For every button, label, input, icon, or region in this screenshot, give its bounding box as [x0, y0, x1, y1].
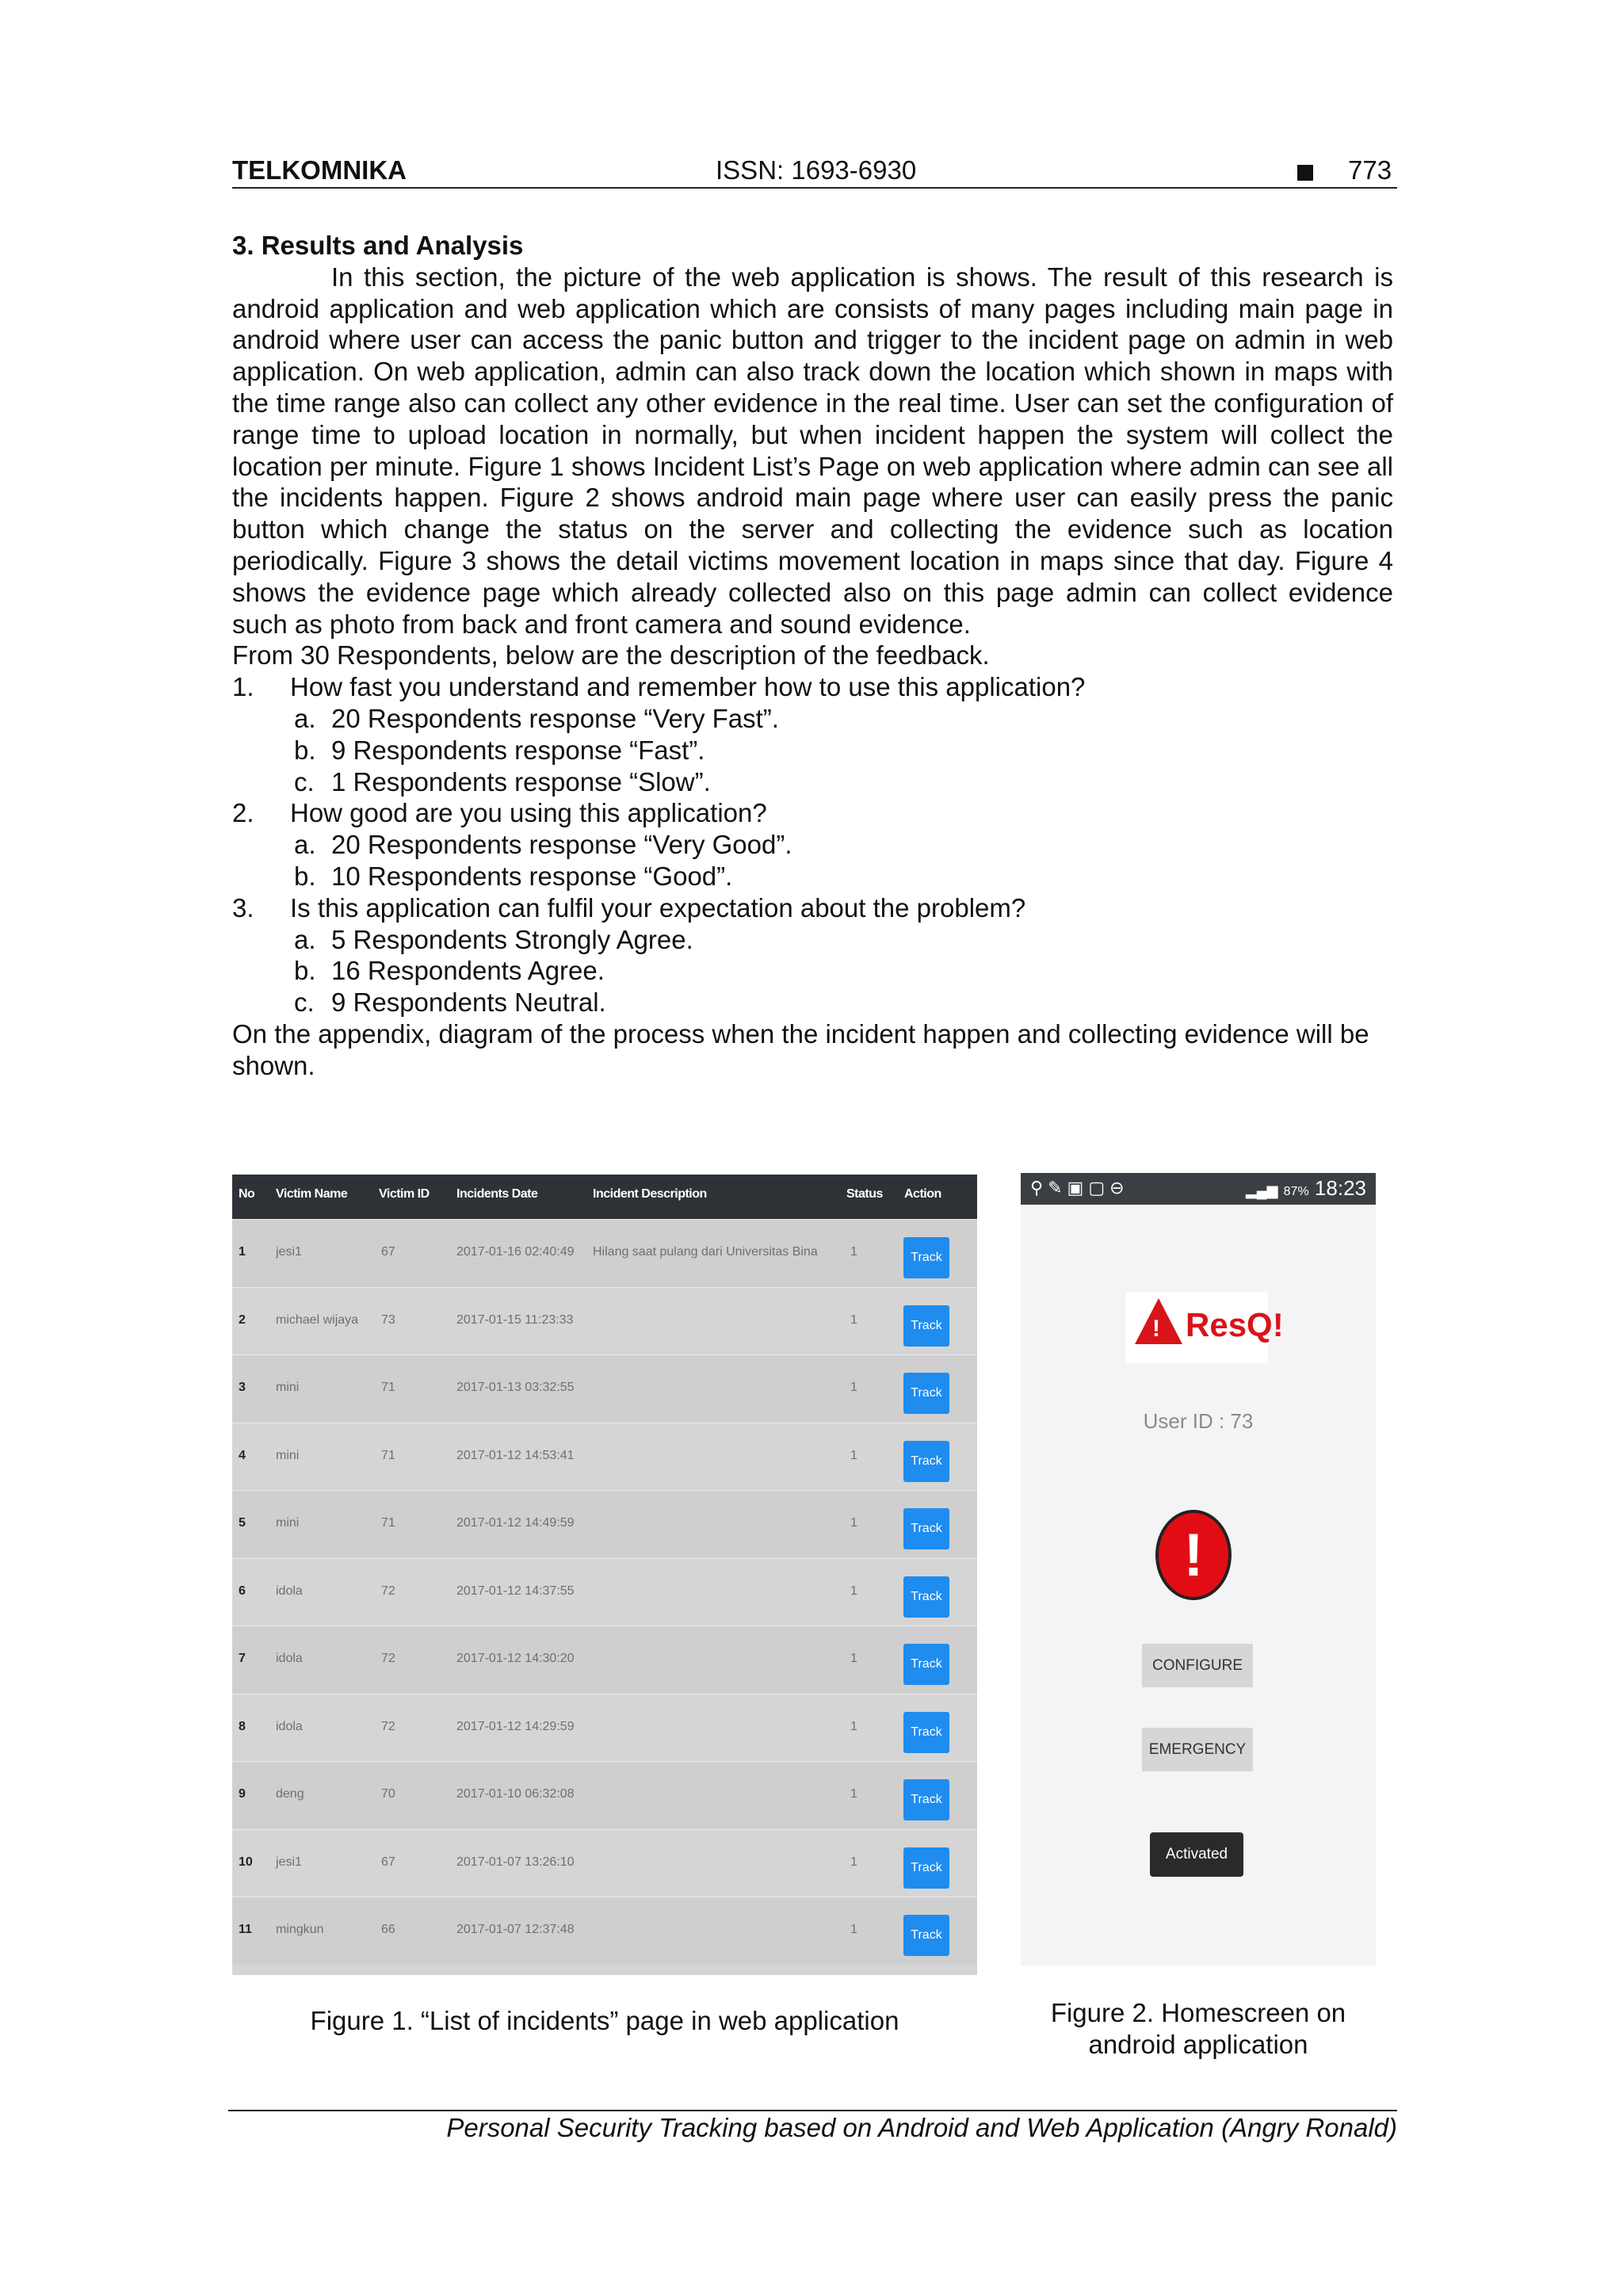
journal-name: TELKOMNIKA	[232, 155, 407, 185]
status-time: 18:23	[1314, 1176, 1366, 1200]
cell-id: 72	[381, 1652, 395, 1665]
track-button[interactable]: Track	[903, 1441, 949, 1482]
cell-no: 10	[239, 1855, 253, 1869]
answer-letter: b.	[294, 956, 316, 986]
closing-paragraph: On the appendix, diagram of the process when the incident happen and collecting evidence will be shown.	[232, 1018, 1369, 1080]
table-row	[232, 1897, 977, 1965]
cell-date: 2017-01-15 11:23:33	[456, 1312, 574, 1327]
cell-date: 2017-01-12 14:37:55	[456, 1584, 575, 1598]
figure1-caption: Figure 1. “List of incidents” page in web application	[310, 2006, 899, 2035]
cell-no: 2	[239, 1312, 246, 1327]
track-button[interactable]: Track	[903, 1508, 949, 1549]
table-row	[232, 1626, 977, 1694]
track-button[interactable]: Track	[903, 1237, 949, 1278]
cell-name: jesi1	[276, 1855, 302, 1869]
cell-status: 1	[850, 1652, 857, 1665]
running-footer	[228, 2110, 1397, 2143]
cell-id: 66	[381, 1923, 395, 1936]
answer-item	[232, 766, 1393, 798]
answer-text: 1 Respondents response “Slow”.	[331, 766, 711, 797]
cell-name: mini	[276, 1516, 300, 1530]
track-button[interactable]: Track	[903, 1915, 949, 1956]
answer-item	[232, 987, 1393, 1018]
footer-text: Personal Security Tracking based on Android and Web Application (Angry Ronald)	[446, 2113, 1397, 2142]
question-number: 3.	[232, 892, 254, 923]
answer-item	[232, 703, 1393, 735]
cell-date: 2017-01-12 14:30:20	[456, 1652, 575, 1665]
column-header: Action	[904, 1187, 941, 1201]
answer-item	[232, 735, 1393, 766]
track-button[interactable]: Track	[903, 1373, 949, 1414]
activated-button[interactable]: Activated	[1150, 1832, 1243, 1877]
cell-status: 1	[850, 1381, 857, 1394]
cell-desc: Hilang saat pulang dari Universitas Bina	[593, 1245, 818, 1259]
cell-id: 71	[381, 1381, 395, 1394]
battery-level: 87%	[1283, 1185, 1309, 1198]
figure2-caption	[1021, 1997, 1376, 2061]
figure2-android-homescreen	[1021, 1173, 1376, 1966]
table-row	[232, 1761, 977, 1829]
body-text	[232, 230, 1393, 1082]
emergency-button[interactable]: EMERGENCY	[1142, 1728, 1253, 1771]
answer-item	[232, 829, 1393, 861]
table-row	[232, 1694, 977, 1762]
cell-name: michael wijaya	[276, 1312, 359, 1327]
answer-letter: a.	[294, 703, 316, 733]
question-number: 1.	[232, 672, 254, 702]
track-button[interactable]: Track	[903, 1305, 949, 1347]
page-number: 773	[1348, 155, 1392, 185]
cell-date: 2017-01-12 14:29:59	[456, 1719, 575, 1733]
cell-status: 1	[850, 1516, 857, 1530]
answer-letter: c.	[294, 988, 315, 1018]
cell-no: 6	[239, 1584, 246, 1598]
figure2-caption-line1: Figure 2. Homescreen on	[1050, 1998, 1346, 2027]
table-row	[232, 1558, 977, 1626]
question-text: How fast you understand and remember how to use this application?	[290, 672, 1086, 702]
answer-letter: b.	[294, 861, 316, 891]
app-name: ResQ!	[1186, 1306, 1284, 1343]
results-paragraph: In this section, the picture of the web application is shows. The result of this research is android application and web application which are consists of many pages including main page in android where user can access the panic button and trigger to the incident page on admin in web application. On web application, admin can also track down the location which shown in maps with the time range also can collect any other evidence in the real time. User can set the configuration of range time to upload location in normally, but when incident happen the system will collect the location per minute. Figure 1 shows Incident List’s Page on web application where admin can see all the incidents happen. Figure 2 shows android main page where user can easily press the panic button which change the status on the server and collecting the evidence such as location periodically. Figure 3 shows the detail victims movement location in maps since that day. Figure 4 shows the evidence page which already collected also on this page admin can collect evidence such as photo from back and front camera and sound evidence.	[232, 262, 1393, 639]
cell-id: 71	[381, 1448, 395, 1462]
cell-status: 1	[850, 1855, 857, 1869]
signal-icon: ▂▄▆	[1245, 1182, 1278, 1198]
column-header: No	[239, 1187, 255, 1201]
table-row	[232, 1829, 977, 1897]
cell-name: mingkun	[276, 1923, 324, 1936]
cell-status: 1	[850, 1448, 857, 1462]
answer-text: 9 Respondents response “Fast”.	[331, 735, 705, 765]
question-number: 2.	[232, 798, 254, 828]
configure-button[interactable]: CONFIGURE	[1142, 1644, 1253, 1687]
cell-name: jesi1	[276, 1245, 302, 1259]
table-header	[232, 1175, 977, 1219]
column-header: Incidents Date	[456, 1187, 538, 1201]
cell-date: 2017-01-07 13:26:10	[456, 1855, 575, 1869]
figure2-caption-line2: android application	[1088, 2030, 1308, 2059]
cell-status: 1	[850, 1312, 857, 1327]
answer-letter: a.	[294, 924, 316, 954]
answer-letter: b.	[294, 735, 316, 765]
answer-text: 20 Respondents response “Very Good”.	[331, 830, 792, 860]
column-header: Incident Description	[593, 1187, 707, 1201]
answer-letter: c.	[294, 766, 315, 797]
cell-no: 1	[239, 1245, 246, 1259]
column-header: Victim ID	[379, 1187, 430, 1201]
section-title: 3. Results and Analysis	[232, 231, 524, 260]
cell-id: 71	[381, 1516, 395, 1530]
notification-icons: ⚲✎▣▢⊖	[1030, 1178, 1129, 1198]
column-header: Status	[846, 1187, 883, 1201]
question-text: Is this application can fulfil your expectation about the problem?	[290, 892, 1026, 923]
square-bullet-icon	[1297, 165, 1313, 181]
user-id-label: User ID : 73	[1143, 1409, 1254, 1433]
cell-id: 70	[381, 1787, 395, 1801]
answer-text: 10 Respondents response “Good”.	[331, 861, 733, 891]
question-list	[232, 671, 1393, 1018]
question-item	[232, 671, 1393, 703]
cell-no: 9	[239, 1787, 246, 1801]
cell-name: mini	[276, 1381, 300, 1394]
running-header	[232, 155, 1397, 189]
column-header: Victim Name	[276, 1187, 348, 1201]
cell-no: 8	[239, 1719, 246, 1733]
cell-id: 73	[381, 1312, 395, 1327]
cell-name: idola	[276, 1584, 303, 1598]
status-bar	[1021, 1173, 1376, 1205]
cell-no: 5	[239, 1516, 246, 1530]
cell-no: 3	[239, 1381, 246, 1394]
cell-id: 72	[381, 1584, 395, 1598]
cell-status: 1	[850, 1787, 857, 1801]
answer-item	[232, 861, 1393, 892]
track-button[interactable]: Track	[903, 1644, 949, 1685]
cell-name: idola	[276, 1719, 303, 1733]
cell-date: 2017-01-13 03:32:55	[456, 1381, 575, 1394]
feedback-intro: From 30 Respondents, below are the description of the feedback.	[232, 640, 990, 670]
track-button[interactable]: Track	[903, 1779, 949, 1820]
question-item	[232, 797, 1393, 829]
question-item	[232, 892, 1393, 924]
answer-text: 20 Respondents response “Very Fast”.	[331, 703, 779, 733]
cell-name: deng	[276, 1787, 304, 1801]
answer-text: 16 Respondents Agree.	[331, 956, 605, 986]
app-logo	[1125, 1292, 1284, 1363]
table-body	[232, 1219, 977, 1965]
answer-item	[232, 955, 1393, 987]
cell-status: 1	[850, 1719, 857, 1733]
status-indicators	[1246, 1176, 1366, 1201]
cell-status: 1	[850, 1584, 857, 1598]
cell-no: 11	[239, 1923, 252, 1936]
answer-text: 5 Respondents Strongly Agree.	[331, 924, 693, 954]
table-row	[232, 1423, 977, 1491]
cell-name: idola	[276, 1652, 303, 1665]
cell-status: 1	[850, 1245, 857, 1259]
table-row	[232, 1287, 977, 1355]
question-text: How good are you using this application?	[290, 798, 767, 828]
answer-item	[232, 924, 1393, 956]
issn: ISSN: 1693-6930	[716, 155, 917, 185]
track-button[interactable]: Track	[903, 1847, 949, 1889]
track-button[interactable]: Track	[903, 1576, 949, 1618]
cell-date: 2017-01-12 14:49:59	[456, 1516, 575, 1530]
cell-status: 1	[850, 1923, 857, 1936]
figure1-incident-table	[232, 1175, 977, 1975]
table-row	[232, 1354, 977, 1423]
answer-letter: a.	[294, 830, 316, 860]
table-row	[232, 1219, 977, 1287]
cell-date: 2017-01-16 02:40:49	[456, 1245, 575, 1259]
cell-date: 2017-01-10 06:32:08	[456, 1787, 575, 1801]
panic-button[interactable]: !	[1155, 1510, 1232, 1600]
cell-date: 2017-01-12 14:53:41	[456, 1448, 575, 1462]
cell-no: 4	[239, 1448, 246, 1462]
track-button[interactable]: Track	[903, 1712, 949, 1753]
cell-id: 67	[381, 1245, 395, 1259]
answer-text: 9 Respondents Neutral.	[331, 988, 606, 1018]
logo-exclamation: !	[1152, 1316, 1160, 1342]
cell-no: 7	[239, 1652, 246, 1665]
cell-id: 72	[381, 1719, 395, 1733]
cell-id: 67	[381, 1855, 395, 1869]
table-row	[232, 1490, 977, 1558]
cell-name: mini	[276, 1448, 300, 1462]
cell-date: 2017-01-07 12:37:48	[456, 1923, 575, 1936]
